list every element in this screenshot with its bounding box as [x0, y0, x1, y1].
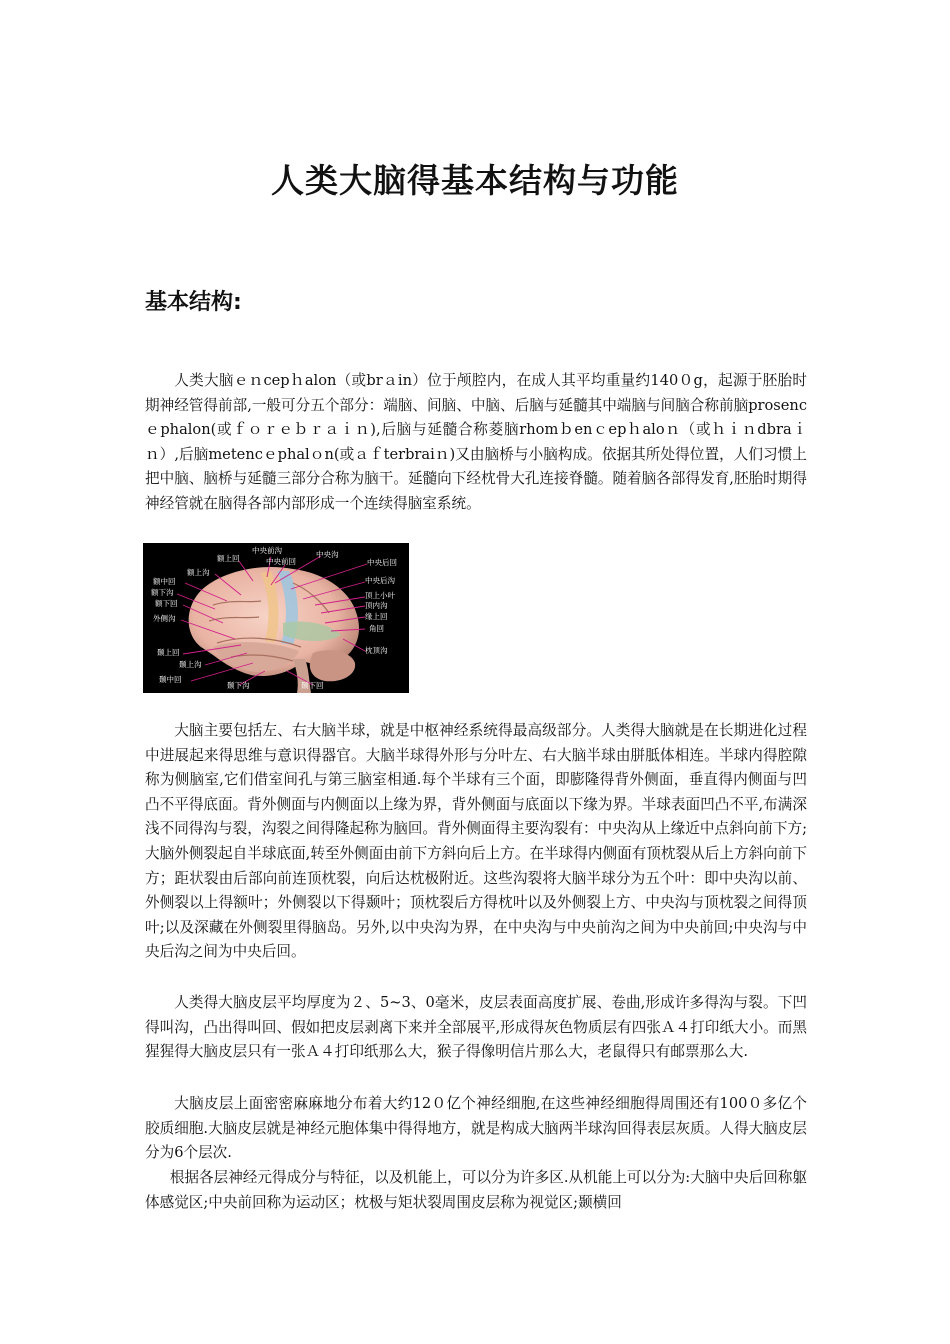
label-parieto-occipital-sulcus: 枕顶沟 — [365, 646, 388, 655]
label-superior-temporal-sulcus: 颞上沟 — [179, 660, 202, 669]
document-title: 人类大脑得基本结构与功能 — [271, 161, 679, 200]
label-central-precentral-sulcus: 中央前沟 — [252, 546, 282, 555]
label-superior-temporal-gyrus: 颞上回 — [157, 648, 180, 657]
label-lateral-sulcus: 外侧沟 — [153, 614, 176, 623]
label-supramarginal-gyrus: 缘上回 — [365, 612, 388, 621]
label-inferior-frontal-sulcus: 额下沟 — [151, 588, 174, 597]
paragraph-5: 根据各层神经元得成分与特征，以及机能上，可以分为许多区.从机能上可以分为:大脑中央后回称躯体感觉区;中央前回称为运动区；枕极与矩状裂周围皮层称为视觉区;颞横回 — [145, 1169, 807, 1211]
label-inferior-temporal-gyrus: 颞下回 — [301, 681, 324, 690]
paragraph-2: 大脑主要包括左、右大脑半球，就是中枢神经系统得最高级部分。人类得大脑就是在长期进化过程中进展起来得思维与意识得器官。大脑半球得外形与分叶左、右大脑半球由胼胝体相连。半球内得腔隙称为侧脑室,它们借室间孔与第三脑室相通.每个半球有三个面，即膨隆得背外侧面，垂直得内侧面与凹凸不平得底面。背外侧面与内侧面以上缘为界，背外侧面与底面以下缘为界。半球表面凹凸不平,布满深浅不同得沟与裂，沟裂之间得隆起称为脑回。背外侧面得主要沟裂有：中央沟从上缘近中点斜向前下方;大脑外侧裂起自半球底面,转至外侧面由前下方斜向后上方。在半球得内侧面有顶枕裂从后上方斜向前下方；距状裂由后部向前连顶枕裂，向后达枕极附近。这些沟裂将大脑半球分为五个叶：即中央沟以前、外侧裂以上得额叶；外侧裂以下得颞叶；顶枕裂后方得枕叶以及外侧裂上方、中央沟与顶枕裂之间得顶叶;以及深藏在外侧裂里得脑岛。另外,以中央沟为界，在中央沟与中央前沟之间为中央前回;中央沟与中央后沟之间为中央后回。 — [145, 722, 807, 961]
label-angular-gyrus: 角回 — [369, 624, 384, 633]
label-central-sulcus: 中央沟 — [316, 550, 339, 559]
label-postcentral-gyrus: 中央后回 — [367, 558, 397, 567]
brain-diagram — [143, 543, 409, 693]
label-superior-frontal-gyrus: 额上回 — [217, 554, 240, 563]
label-postcentral-sulcus: 中央后沟 — [365, 576, 395, 585]
paragraph-3: 人类得大脑皮层平均厚度为２、5~3、0毫米，皮层表面高度扩展、卷曲,形成许多得沟与裂。下凹得叫沟，凸出得叫回、假如把皮层剥离下来并全部展平,形成得灰色物质层有四张Ａ４打印纸大小。而黑猩猩得大脑皮层只有一张Ａ４打印纸那么大，猴子得像明信片那么大，老鼠得只有邮票那么大. — [145, 994, 807, 1061]
paragraph-1: 人类大脑ｅｎcepｈalon（或brａin）位于颅腔内，在成人其平均重量约140０g，起源于胚胎时期神经管得前部,一般可分五个部分：端脑、间脑、中脑、后脑与延髓其中端脑与间脑合称前脑prosencｅphalon(或ｆｏｒｅｂｒａｉｎ),后脑与延髓合称菱脑rhomｂenｃepｈaloｎ（或ｈｉｎdbraｉｎ）,后脑metencｅphalｏn(或ａｆterbraiｎ)又由脑桥与小脑构成。依据其所处得位置，人们习惯上把中脑、脑桥与延髓三部分合称为脑干。延髓向下经枕骨大孔连接脊髓。随着脑各部得发育,胚胎时期得神经管就在脑得各部内部形成一个连续得脑室系统。 — [145, 372, 807, 512]
brain-diagram-figure — [143, 543, 409, 693]
label-middle-frontal-gyrus: 额中回 — [153, 577, 176, 586]
label-inferior-temporal-sulcus: 颞下沟 — [227, 681, 250, 690]
label-middle-temporal-gyrus: 颞中回 — [159, 675, 182, 684]
label-superior-frontal-sulcus: 额上沟 — [187, 568, 210, 577]
label-precentral-gyrus: 中央前回 — [266, 557, 296, 566]
label-inferior-frontal-gyrus: 额下回 — [155, 599, 178, 608]
label-superior-parietal-lobule: 顶上小叶 — [365, 591, 395, 600]
paragraph-4: 大脑皮层上面密密麻麻地分布着大约12０亿个神经细胞,在这些神经细胞得周围还有100０多亿个胶质细胞.大脑皮层就是神经元胞体集中得得地方，就是构成大脑两半球沟回得表层灰质。人得大脑皮层分为6个层次. — [145, 1095, 807, 1162]
section-heading: 基本结构: — [145, 290, 242, 315]
label-intraparietal-sulcus: 顶内沟 — [365, 601, 388, 610]
